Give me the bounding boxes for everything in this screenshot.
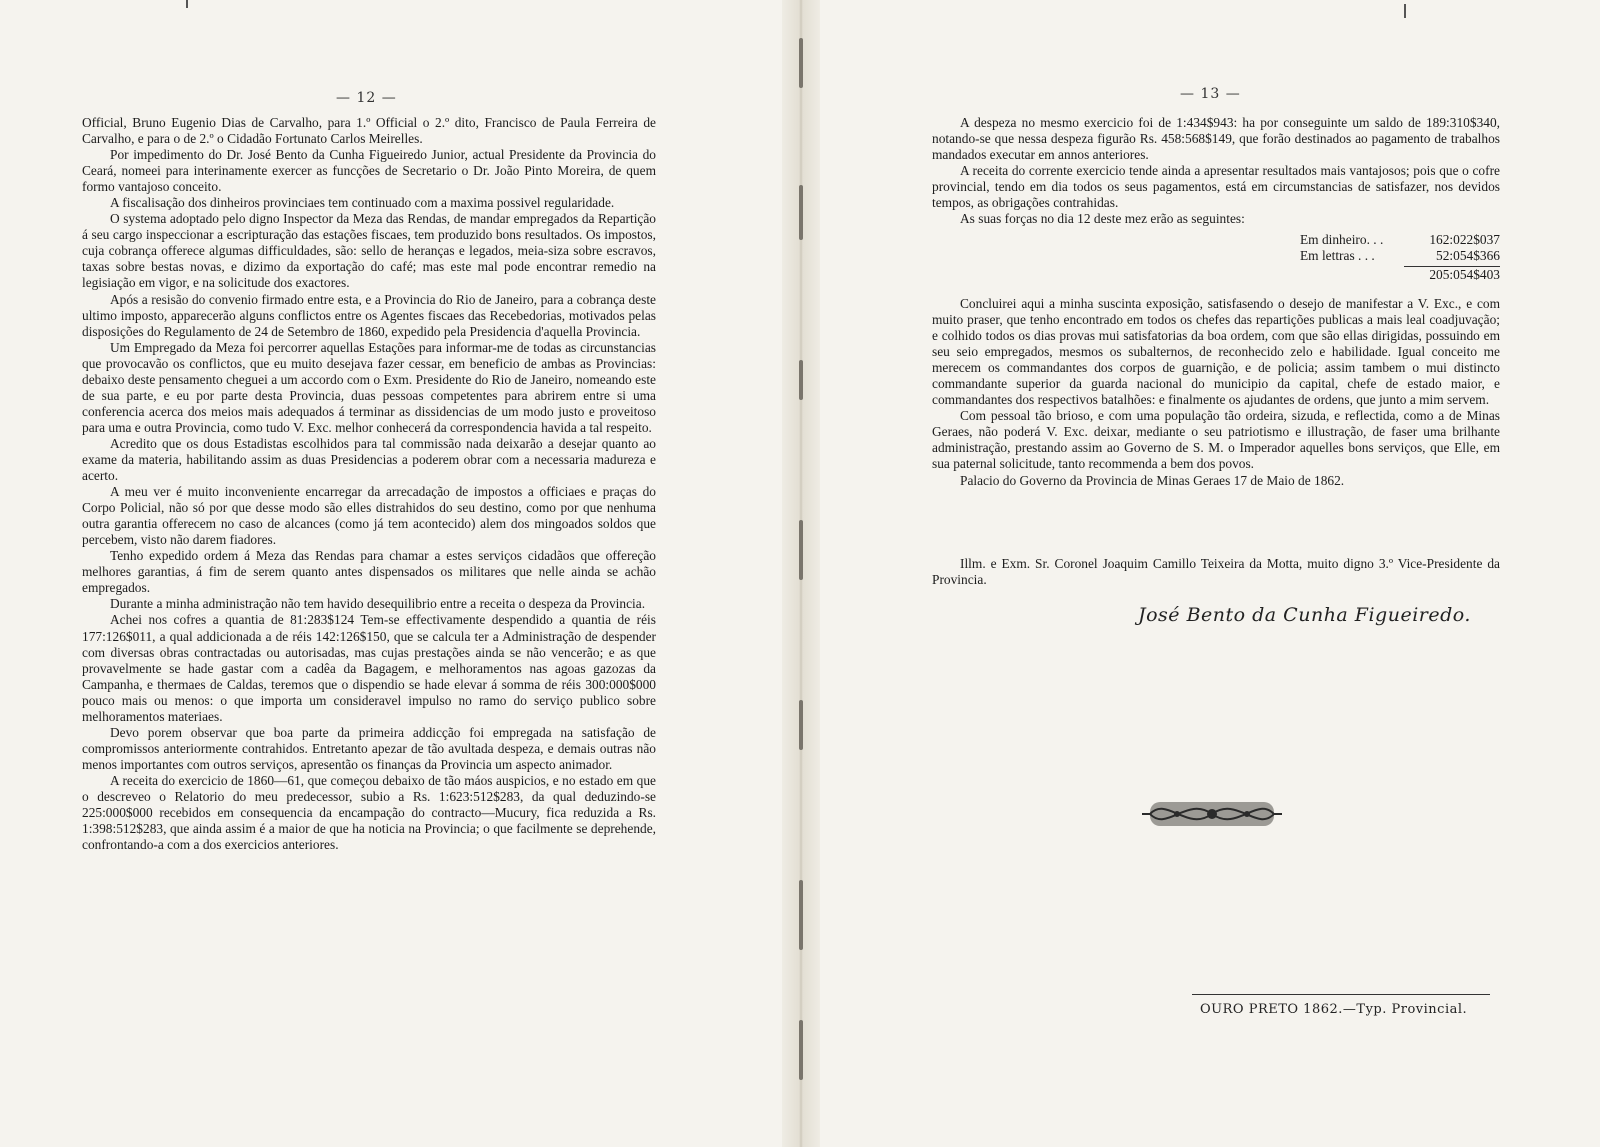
paragraph: A receita do exercicio de 1860—61, que começou debaixo de tão máos auspicios, e no estado em que o descreveo o Relatorio do meu predecessor, subio a Rs. 1:623:512$283, da qual deduzindo-se 225:000$000 recebidos em consequencia da encampação do contracto—Mucury, fica reduzida a Rs. 1:398:512$283, que ainda assim é a maior de que ha noticia na Provincia; o que facilmente se deprehende, confrontando-a com a dos exercicios anteriores. bbox=[82, 772, 656, 853]
edge-mark bbox=[186, 0, 188, 8]
right-page bbox=[820, 0, 1600, 1147]
printer-ornament-icon bbox=[1142, 794, 1282, 834]
right-page-text-bottom bbox=[932, 296, 1500, 489]
totals-label: Em lettras . . . bbox=[1300, 248, 1375, 263]
paragraph: Acredito que os dous Estadistas escolhidos para tal commissão nada deixarão a desejar quanto ao exame da materia, habilitando assim as duas Presidencias a poderem obrar com a necessaria madureza e acerto. bbox=[82, 435, 656, 484]
totals-sum-row bbox=[1260, 267, 1500, 283]
paragraph: Achei nos cofres a quantia de 81:283$124 Tem-se effectivamente despendido a quantia de réis 177:126$011, a qual addicionada a de réis 142:126$150, que se calcula ter a Administração de despender com diversas obras contractadas ou autorisadas, mas cujas prestações ainda se não vencerão; e as que provavelmente se hade gastar com a cadêa da Bagagem, e melhoramentos nas agoas gazozas da Campanha, e thermaes de Caldas, teremos que o dispendio se hade elevar á somma de réis 300:000$000 pouco mais ou menos: o que importa um consideravel impulso no ramo do serviço publico sobre melhoramentos materiaes. bbox=[82, 612, 656, 724]
paragraph: A despeza no mesmo exercicio foi de 1:434$943: ha por conseguinte um saldo de 189:310$340, notando-se que nessa despeza figurão Rs. 458:568$149, que forão destinados ao pagamento de trabalhos mandados executar em annos anteriores. bbox=[932, 115, 1500, 163]
paragraph: Durante a minha administração não tem havido desequilibrio entre a receita o despeza da Provincia. bbox=[110, 596, 646, 612]
totals-label: Em dinheiro. . . bbox=[1300, 232, 1384, 247]
binding-stitch bbox=[799, 1020, 803, 1080]
paragraph: Concluirei aqui a minha suscinta exposição, satisfasendo o desejo de manifestar a V. Exc., e com muito praser, que tenho encontrado em todos os chefes das repartições publicas a mais leal coadjuvação; e colhido todos os dias provas mui satisfatorias da boa ordem, com que são ellas dirigidas, possuindo em seu seio empregados, mesmos os subalternos, de reconhecido zelo e habilidade. Igual conceito me merecem os commandantes dos corpos de guarnição, e de policia; assim tambem o mui distincto commandante superior da guarda nacional do municipio da capital, chefe de estado maior, e commandantes dos respectivos batalhões: e finalmente os ajudantes de ordens, que junto a mim servem. bbox=[932, 296, 1500, 408]
totals-row bbox=[1260, 248, 1500, 264]
totals-table bbox=[1260, 232, 1500, 283]
page-number-right: — 13 — bbox=[1180, 86, 1241, 102]
binding-stitch bbox=[799, 520, 803, 580]
paragraph: Após a resisão do convenio firmado entre esta, e a Provincia do Rio de Janeiro, para a cobrança deste ultimo imposto, apparecerão alguns conflictos entre os Agentes fiscaes das Recebedorias, motivados pelas disposições do Regulamento de 24 de Setembro de 1860, expedido pela Presidencia d'aquella Provincia. bbox=[82, 291, 656, 339]
left-page-text bbox=[82, 115, 656, 853]
imprint-rule bbox=[1192, 994, 1490, 995]
signature: José Bento da Cunha Figueiredo. bbox=[1138, 604, 1471, 626]
paragraph: A fiscalisação dos dinheiros provinciaes tem continuado com a maxima possivel regularidade. bbox=[110, 195, 615, 211]
paragraph: O systema adoptado pelo digno Inspector da Meza das Rendas, de mandar empregados da Repartição á seu cargo inspeccionar a escripturação das estações fiscaes, tem produzido bons resultados. Os impostos, cuja cobrança offerece algumas difficuldades, são: sello de heranças e legados, meia-siza sobre escravos, taxas sobre bestas novas, e dizimo da exportação do café; mas este mal pode encontrar remedio na legisiação em vigor, e na solicitude dos exactores. bbox=[82, 211, 656, 291]
left-page bbox=[0, 0, 782, 1147]
totals-amount: 162:022$037 bbox=[1429, 232, 1500, 247]
printer-imprint: OURO PRETO 1862.—Typ. Provincial. bbox=[1200, 1002, 1468, 1017]
paragraph: Illm. e Exm. Sr. Coronel Joaquim Camillo Teixeira da Motta, muito digno 3.º Vice-Presidente da Provincia. bbox=[932, 556, 1500, 588]
paragraph: Official, Bruno Eugenio Dias de Carvalho, para 1.º Official o 2.º dito, Francisco de Paula Ferreira de Carvalho, e para o de 2.º o Cidadão Fortunato Carlos Meirelles. bbox=[82, 115, 656, 147]
book-gutter bbox=[782, 0, 820, 1147]
totals-amount: 52:054$366 bbox=[1436, 248, 1500, 263]
paragraph: Um Empregado da Meza foi percorrer aquellas Estações para informar-me de todas as circunstancias que provocavão os conflictos, que eu muito desejava fazer cessar, em beneficio de ambas as Provincias: debaixo deste pensamento cheguei a um accordo com o Exm. Presidente do Rio de Janeiro, nomeando este de sua parte, e eu por parte desta Provincia, duas pessoas competentes para abrirem entre si uma conferencia acerca dos meios mais adequados á terminar as dissidencias de um modo justo e proveitoso para uma e outra Provincia, como tudo V. Exc. melhor conhecerá da correspondencia havida a tal respeito. bbox=[82, 339, 656, 435]
right-page-text-top bbox=[932, 115, 1500, 227]
address-line bbox=[932, 556, 1500, 588]
page-number-left: — 12 — bbox=[336, 90, 397, 106]
paragraph: A receita do corrente exercicio tende ainda a apresentar resultados mais vantajosos; pois que o cofre provincial, tendo em dia todos os seus pagamentos, está em circumstancias de satisfazer, nos devidos tempos, as obrigações contrahidas. bbox=[932, 163, 1500, 211]
paragraph: Palacio do Governo da Provincia de Minas Geraes 17 de Maio de 1862. bbox=[960, 472, 1345, 488]
paragraph: Devo porem observar que boa parte da primeira addicção foi empregada na satisfação de compromissos anteriormente contrahidos. Entretanto apezar de tão avultada despeza, e demais outras não menos importantes com outros serviços, apresentão os finanças da Provincia um aspecto animador. bbox=[82, 724, 656, 772]
paragraph: As suas forças no dia 12 deste mez erão as seguintes: bbox=[960, 211, 1245, 227]
binding-stitch bbox=[799, 38, 803, 88]
edge-mark bbox=[1404, 4, 1406, 18]
totals-row bbox=[1260, 232, 1500, 248]
paragraph: A meu ver é muito inconveniente encarregar da arrecadação de impostos a officiaes e praças do Corpo Policial, não só por que desse modo são elles distrahidos do seu destino, como por que nenhuma outra garantia offerecem no caso de alcances (como já tem acontecido) alem dos mingoados soldos que percebem, visto não darem fiadores. bbox=[82, 484, 656, 548]
paragraph: Tenho expedido ordem á Meza das Rendas para chamar a estes serviços cidadãos que offereção melhores garantias, á fim de serem quanto antes dispensados os militares que nelle ainda se achão empregados. bbox=[82, 548, 656, 596]
binding-stitch bbox=[799, 360, 803, 400]
paragraph: Com pessoal tão brioso, e com uma população tão ordeira, sizuda, e reflectida, como a de Minas Geraes, não poderá V. Exc. deixar, mediante o seu patriotismo e illustração, de faser uma brilhante administração, prestando assim ao Governo de S. M. o Imperador aquelles bons serviços, que Elle, em sua paternal solicitude, tanto recommenda a bem dos povos. bbox=[932, 408, 1500, 472]
binding-stitch bbox=[799, 700, 803, 750]
paragraph: Por impedimento do Dr. José Bento da Cunha Figueiredo Junior, actual Presidente da Provincia do Ceará, nomeei para interinamente exercer as funcções de Secretario o Dr. João Pinto Moreira, de quem formo vantajoso conceito. bbox=[82, 147, 656, 195]
binding-stitch bbox=[799, 880, 803, 950]
totals-sum: 205:054$403 bbox=[1429, 267, 1500, 282]
binding-stitch bbox=[799, 185, 803, 240]
